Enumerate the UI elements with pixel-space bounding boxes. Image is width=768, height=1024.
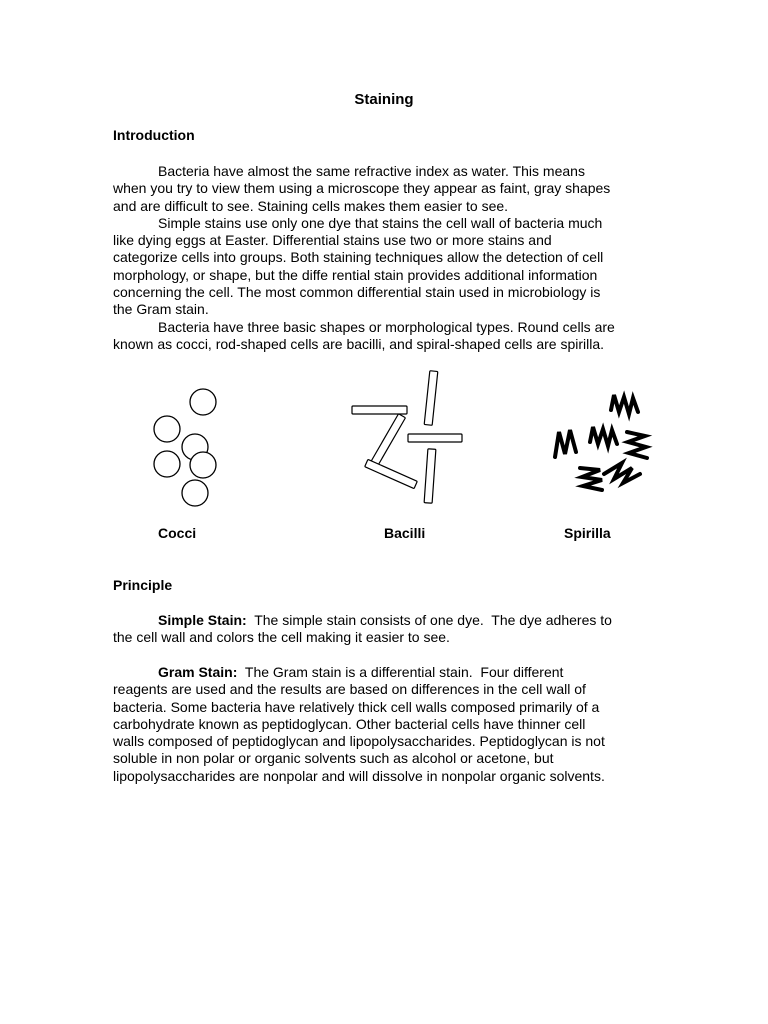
text-line: carbohydrate known as peptidoglycan. Other bacterial cells have thinner cell	[113, 715, 586, 732]
text-line: lipopolysaccharides are nonpolar and will dissolve in nonpolar organic solvents.	[113, 767, 605, 784]
text-line: walls composed of peptidoglycan and lipopolysaccharides. Peptidoglycan is not	[113, 733, 605, 750]
text-line: morphology, or shape, but the diffe rential stain provides additional information	[113, 266, 598, 283]
text-line: bacteria. Some bacteria have relatively thick cell walls composed primarily of a	[113, 698, 600, 715]
cocci-label: Cocci	[158, 525, 197, 541]
text-line: Simple stains use only one dye that stains the cell wall of bacteria much	[158, 214, 603, 231]
text-line: the Gram stain.	[113, 301, 209, 318]
bacilli-illustration	[352, 371, 462, 503]
text-line: reagents are used and the results are based on differences in the cell wall of	[113, 681, 586, 698]
text-line: concerning the cell. The most common differential stain used in microbiology is	[113, 284, 601, 301]
gram-stain-label: Gram Stain:	[158, 664, 238, 680]
simple-stain-label: Simple Stain:	[158, 612, 247, 628]
spirilla-illustration	[555, 395, 647, 490]
bacilli-label: Bacilli	[384, 525, 426, 541]
text-line: known as cocci, rod-shaped cells are bacilli, and spiral-shaped cells are spirilla.	[113, 335, 605, 352]
text-line: when you try to view them using a microscope they appear as faint, gray shapes	[113, 180, 611, 197]
text-line: categorize cells into groups. Both staining techniques allow the detection of cell	[113, 249, 604, 266]
text-line: Bacteria have three basic shapes or morphological types. Round cells are	[158, 318, 615, 335]
text-line: Bacteria have almost the same refractive index as water. This means	[158, 163, 585, 179]
gram-stain-paragraph	[113, 664, 658, 785]
simple-stain-paragraph	[113, 612, 658, 647]
text-line: Gram Stain: The Gram stain is a differential stain. Four different	[158, 664, 564, 680]
text-line: Simple Stain: The simple stain consists of one dye. The dye adheres to	[158, 612, 612, 628]
text-line: the cell wall and colors the cell making it easier to see.	[113, 629, 450, 646]
introduction-heading: Introduction	[113, 127, 195, 143]
text-line: and are difficult to see. Staining cells makes them easier to see.	[113, 197, 509, 214]
intro-paragraph-1	[113, 163, 658, 353]
cocci-illustration	[154, 389, 216, 506]
text-line: like dying eggs at Easter. Differential stains use two or more stains and	[113, 232, 552, 249]
spirilla-label: Spirilla	[564, 525, 611, 541]
principle-heading: Principle	[113, 577, 173, 593]
text-line: soluble in non polar or organic solvents such as alcohol or acetone, but	[113, 750, 554, 767]
bacteria-shapes-figure	[0, 362, 768, 522]
page-title: Staining	[354, 91, 414, 108]
